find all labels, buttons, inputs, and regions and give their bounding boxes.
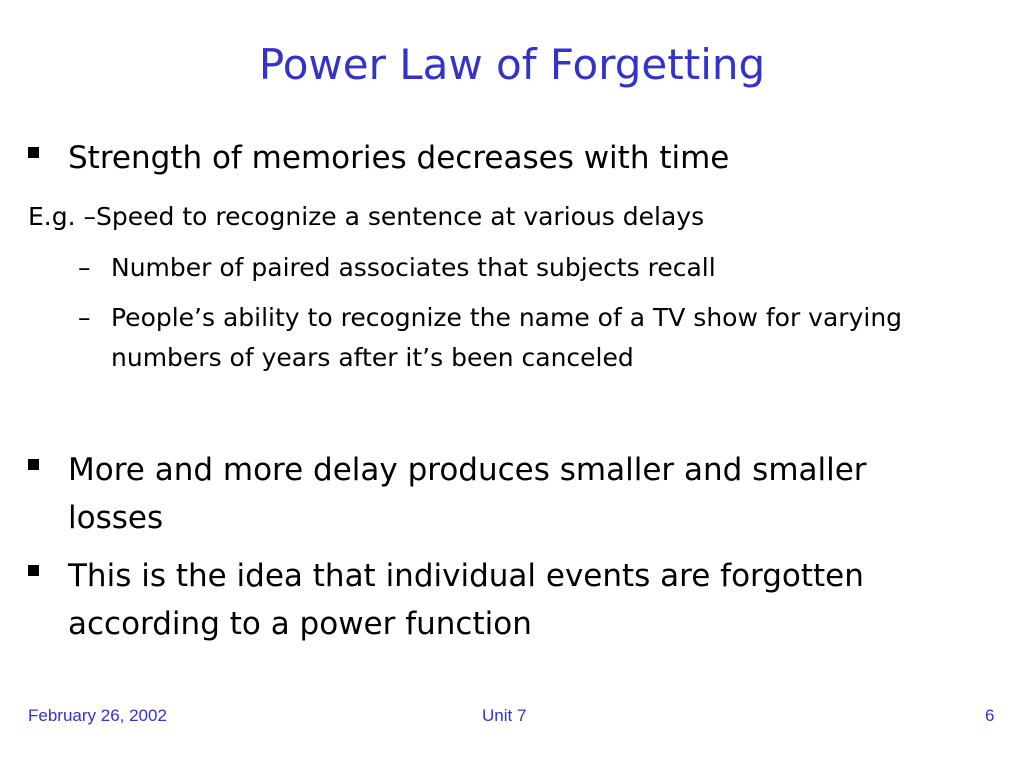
footer-date: February 26, 2002 xyxy=(28,706,167,725)
bullet-text: More and more delay produces smaller and smaller losses xyxy=(68,452,867,536)
dash-marker: – xyxy=(78,303,91,332)
example-line: E.g. –Speed to recognize a sentence at various delays xyxy=(28,202,705,231)
bullet-square-icon xyxy=(28,565,39,576)
bullet-text: Strength of memories decreases with time xyxy=(68,140,730,176)
bullet-item xyxy=(28,446,968,542)
sub-item xyxy=(78,298,998,378)
bullet-item xyxy=(28,552,968,648)
bullet-square-icon xyxy=(28,459,39,470)
sub-item-text: Number of paired associates that subjects recall xyxy=(111,253,716,282)
bullet-text: This is the idea that individual events are forgotten according to a power function xyxy=(68,558,864,642)
bullet-item xyxy=(28,134,968,182)
sub-item-text: People’s ability to recognize the name of a TV show for varying numbers of years after it’s been canceled xyxy=(111,303,903,372)
footer-page-number: 6 xyxy=(985,706,995,725)
slide-title: Power Law of Forgetting xyxy=(258,40,766,89)
dash-marker: – xyxy=(78,253,91,282)
bullet-square-icon xyxy=(28,147,39,158)
footer-unit: Unit 7 xyxy=(482,706,527,725)
sub-item xyxy=(78,248,998,288)
